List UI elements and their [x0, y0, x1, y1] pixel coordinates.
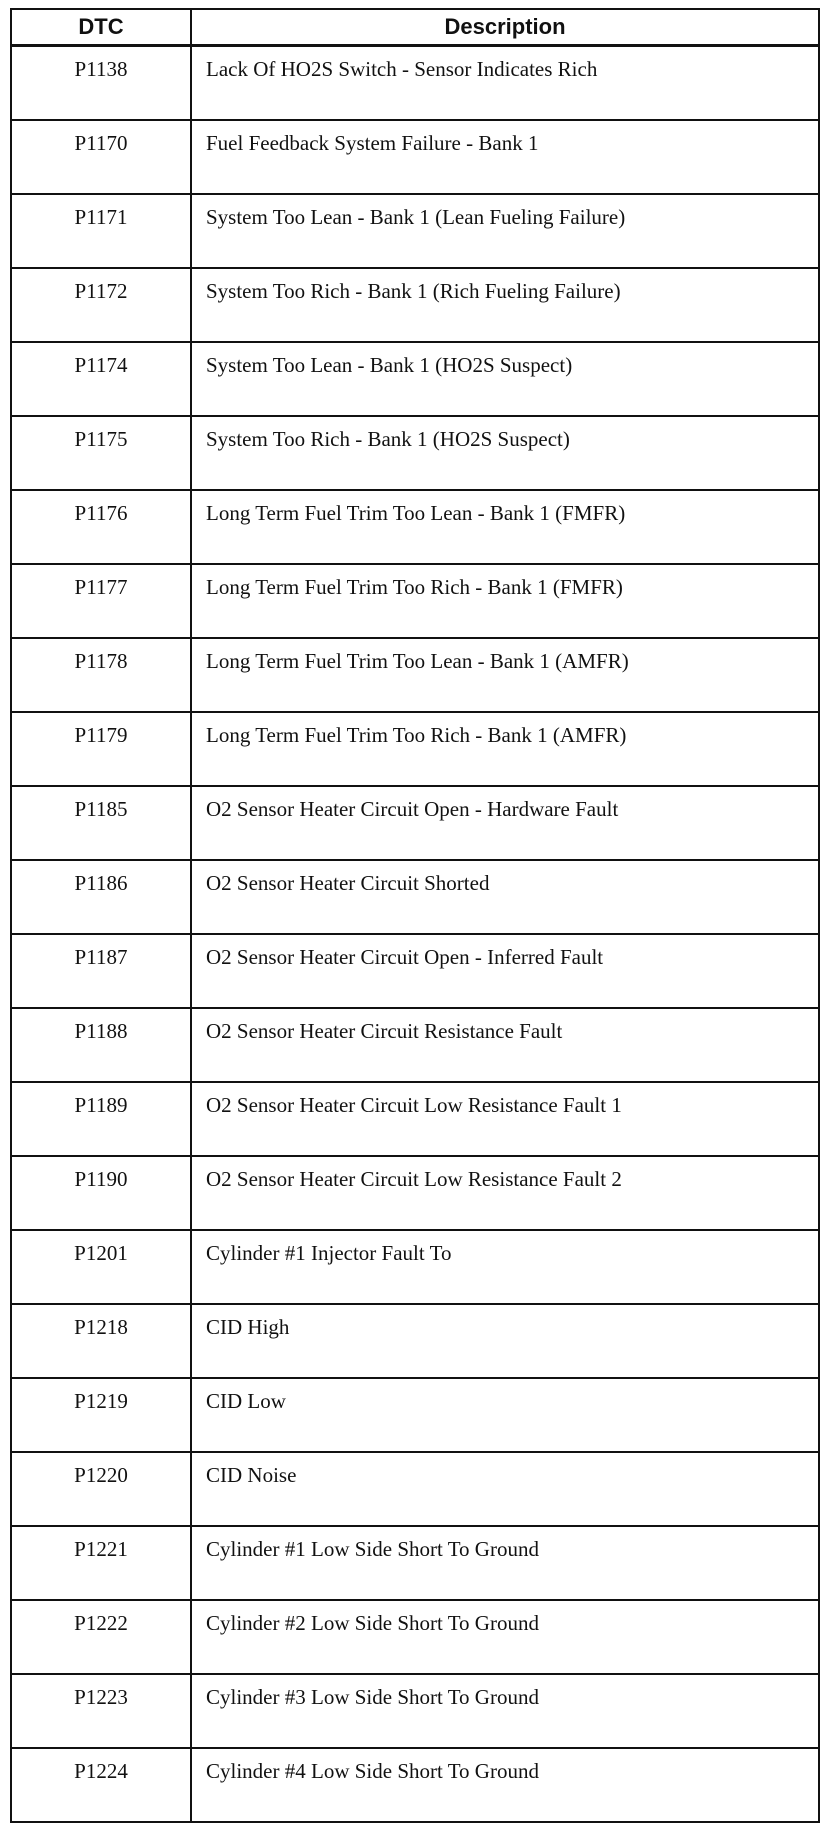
- table-row: [11, 194, 819, 268]
- dtc-description: Long Term Fuel Trim Too Rich - Bank 1 (AMFR): [191, 712, 819, 786]
- dtc-code: P1175: [11, 416, 191, 490]
- dtc-code: P1221: [11, 1526, 191, 1600]
- table-row: [11, 46, 819, 121]
- table-row: [11, 490, 819, 564]
- dtc-description: Cylinder #2 Low Side Short To Ground: [191, 1600, 819, 1674]
- table-row: [11, 1082, 819, 1156]
- dtc-description: System Too Rich - Bank 1 (HO2S Suspect): [191, 416, 819, 490]
- table-row: [11, 1378, 819, 1452]
- dtc-code: P1178: [11, 638, 191, 712]
- dtc-description: System Too Lean - Bank 1 (Lean Fueling Failure): [191, 194, 819, 268]
- table-row: [11, 934, 819, 1008]
- table-body: [11, 46, 819, 1823]
- table-row: [11, 1674, 819, 1748]
- table-row: [11, 1526, 819, 1600]
- dtc-code: P1171: [11, 194, 191, 268]
- dtc-description: CID Low: [191, 1378, 819, 1452]
- table-row: [11, 120, 819, 194]
- dtc-description: O2 Sensor Heater Circuit Resistance Fault: [191, 1008, 819, 1082]
- table-row: [11, 786, 819, 860]
- table-row: [11, 1304, 819, 1378]
- table-row: [11, 1008, 819, 1082]
- dtc-description: O2 Sensor Heater Circuit Open - Hardware Fault: [191, 786, 819, 860]
- dtc-description: Cylinder #3 Low Side Short To Ground: [191, 1674, 819, 1748]
- dtc-code: P1220: [11, 1452, 191, 1526]
- dtc-code: P1170: [11, 120, 191, 194]
- header-dtc: DTC: [11, 9, 191, 46]
- dtc-code: P1174: [11, 342, 191, 416]
- dtc-description: System Too Rich - Bank 1 (Rich Fueling Failure): [191, 268, 819, 342]
- dtc-code: P1177: [11, 564, 191, 638]
- table-header: [11, 9, 819, 46]
- table-row: [11, 1748, 819, 1822]
- dtc-description: System Too Lean - Bank 1 (HO2S Suspect): [191, 342, 819, 416]
- table-row: [11, 712, 819, 786]
- dtc-description: O2 Sensor Heater Circuit Low Resistance Fault 1: [191, 1082, 819, 1156]
- table-row: [11, 1156, 819, 1230]
- table-row: [11, 342, 819, 416]
- table-row: [11, 638, 819, 712]
- dtc-table: [10, 8, 820, 1823]
- dtc-code: P1223: [11, 1674, 191, 1748]
- dtc-code: P1224: [11, 1748, 191, 1822]
- dtc-description: Cylinder #1 Injector Fault To: [191, 1230, 819, 1304]
- dtc-description: Cylinder #1 Low Side Short To Ground: [191, 1526, 819, 1600]
- dtc-code: P1190: [11, 1156, 191, 1230]
- dtc-description: Lack Of HO2S Switch - Sensor Indicates Rich: [191, 46, 819, 121]
- dtc-code: P1186: [11, 860, 191, 934]
- dtc-description: CID Noise: [191, 1452, 819, 1526]
- dtc-description: Long Term Fuel Trim Too Lean - Bank 1 (FMFR): [191, 490, 819, 564]
- dtc-description: Long Term Fuel Trim Too Rich - Bank 1 (FMFR): [191, 564, 819, 638]
- dtc-description: O2 Sensor Heater Circuit Shorted: [191, 860, 819, 934]
- dtc-code: P1222: [11, 1600, 191, 1674]
- header-description: Description: [191, 9, 819, 46]
- dtc-code: P1219: [11, 1378, 191, 1452]
- dtc-code: P1218: [11, 1304, 191, 1378]
- table-row: [11, 564, 819, 638]
- table-row: [11, 1600, 819, 1674]
- dtc-code: P1138: [11, 46, 191, 121]
- table-row: [11, 268, 819, 342]
- table-row: [11, 1230, 819, 1304]
- dtc-code: P1189: [11, 1082, 191, 1156]
- table-row: [11, 416, 819, 490]
- header-row: [11, 9, 819, 46]
- dtc-code: P1188: [11, 1008, 191, 1082]
- table-row: [11, 860, 819, 934]
- dtc-description: O2 Sensor Heater Circuit Open - Inferred Fault: [191, 934, 819, 1008]
- dtc-code: P1172: [11, 268, 191, 342]
- dtc-code: P1187: [11, 934, 191, 1008]
- dtc-description: Long Term Fuel Trim Too Lean - Bank 1 (AMFR): [191, 638, 819, 712]
- dtc-code: P1185: [11, 786, 191, 860]
- dtc-description: O2 Sensor Heater Circuit Low Resistance Fault 2: [191, 1156, 819, 1230]
- dtc-code: P1179: [11, 712, 191, 786]
- dtc-code: P1176: [11, 490, 191, 564]
- dtc-code: P1201: [11, 1230, 191, 1304]
- dtc-description: CID High: [191, 1304, 819, 1378]
- table-row: [11, 1452, 819, 1526]
- dtc-description: Cylinder #4 Low Side Short To Ground: [191, 1748, 819, 1822]
- dtc-description: Fuel Feedback System Failure - Bank 1: [191, 120, 819, 194]
